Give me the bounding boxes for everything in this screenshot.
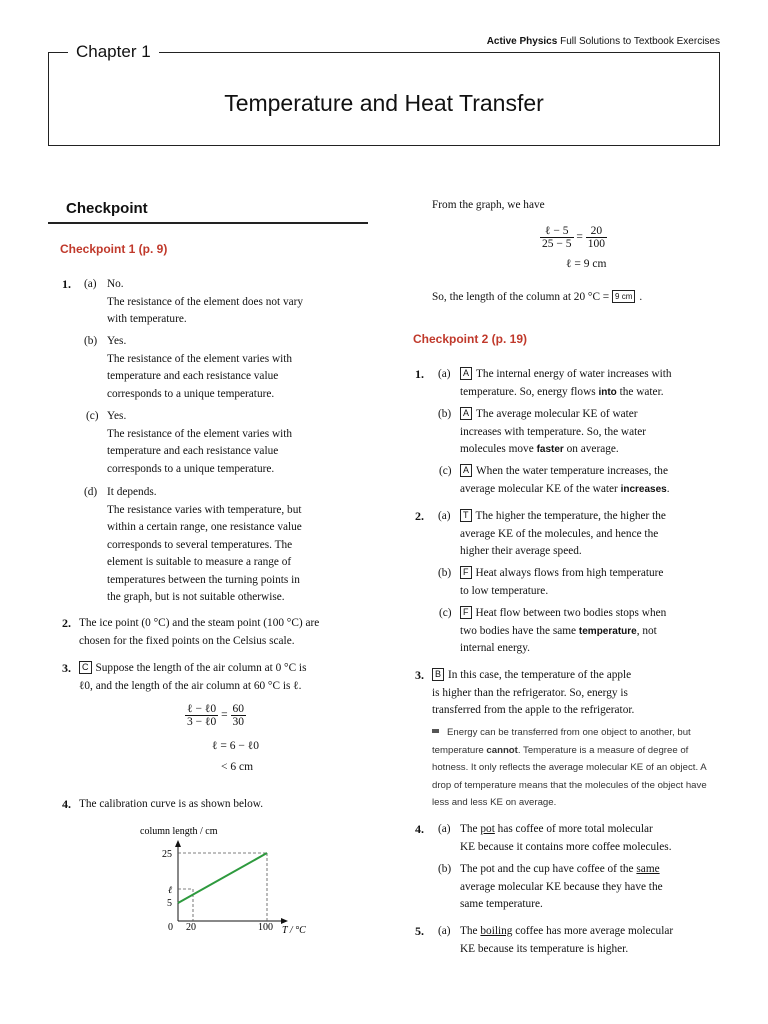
r-q2a-answer: T The higher the temperature, the higher the average KE of the molecules, and hence the higher their average speed.	[460, 510, 666, 557]
x-tick-20: 20	[186, 922, 196, 933]
r-q3-note: Energy can be transferred from one object to another, but temperature cannot. Temperature is a measure of degree of hotness. It only reflects the average molecular KE of an object. A drop of temperature means that the molecules of the object have less and less KE on average.	[432, 727, 707, 808]
answer-box: C	[79, 661, 92, 674]
r-q4a-answer: The pot has coffee of more total molecular KE because it contains more coffee molecules.	[460, 823, 672, 853]
calibration-line	[178, 853, 267, 903]
q1b-label: (b)	[84, 335, 98, 347]
graph-ylabel: column length / cm	[140, 826, 218, 837]
r-equation-1: $\frac{\text{ℓ − 5}}{25 - 5}$ = $\frac{20}{100}$	[542, 225, 605, 250]
answer-box: 9 cm	[612, 290, 635, 303]
r-q4-number: 4.	[415, 822, 424, 836]
r-q1c-answer: A When the water temperature increases, the average molecular KE of the water increases.	[460, 465, 670, 495]
r-q2c-answer: F Heat flow between two bodies stops when two bodies have the same temperature, not internal energy.	[460, 607, 667, 654]
header-subtitle: Full Solutions to Textbook Exercises	[560, 36, 720, 47]
answer-box: F	[460, 566, 472, 579]
q2-number: 2.	[62, 616, 71, 630]
r-q4b-label: (b)	[438, 863, 452, 875]
checkpoint-heading: Checkpoint	[66, 200, 148, 217]
chapter-title: Temperature and Heat Transfer	[224, 90, 544, 116]
y-tick-5: 5	[167, 898, 172, 909]
note-icon	[432, 729, 439, 733]
header-brand: Active Physics	[486, 36, 558, 47]
r-q1c-label: (c)	[439, 465, 452, 477]
x-axis-arrow	[281, 918, 288, 924]
r-q2b-answer: F Heat always flows from high temperature to low temperature.	[460, 567, 664, 597]
q2-answer: The ice point (0 °C) and the steam point (100 °C) are chosen for the fixed points on the Celsius scale.	[79, 617, 320, 647]
q3-answer: C Suppose the length of the air column at 0 °C is ℓ0, and the length of the air column at 60 °C is ℓ.	[79, 662, 307, 692]
q1c-label: (c)	[86, 410, 99, 422]
answer-box: A	[460, 367, 472, 380]
q1c-answer: Yes. The resistance of the element varies with temperature and each resistance value corresponds to a unique temperature.	[107, 410, 293, 475]
r-q5a-answer: The boiling coffee has more average molecular KE because its temperature is higher.	[460, 925, 674, 955]
r-q2c-label: (c)	[439, 607, 452, 619]
r-q5a-label: (a)	[438, 925, 451, 937]
q3-equation-1: $\frac{\text{ℓ − ℓ0}}{\text{3 − ℓ0}}$ = $\frac{60}{30}$	[187, 703, 244, 728]
running-header	[487, 36, 720, 47]
q4-number: 4.	[62, 797, 71, 811]
r-q4a-label: (a)	[438, 823, 451, 835]
x-tick-100: 100	[258, 922, 273, 933]
answer-box: B	[432, 668, 444, 681]
r-q2a-label: (a)	[438, 510, 451, 522]
y-tick-25: 25	[162, 849, 172, 860]
r-equation-2: ℓ = 9 cm	[566, 258, 607, 270]
y-axis-arrow	[175, 840, 181, 847]
column-length-conclusion: So, the length of the column at 20 °C = 9 cm .	[432, 291, 643, 303]
r-q1b-answer: A The average molecular KE of water increases with temperature. So, the water molecules move faster on average.	[460, 408, 647, 455]
q1-number: 1.	[62, 277, 71, 291]
answer-box: T	[460, 509, 472, 522]
q4-text: The calibration curve is as shown below.	[79, 798, 264, 810]
r-q3-answer: B In this case, the temperature of the apple is higher than the refrigerator. So, energy is transferred from the apple to the refrigerator.	[432, 669, 635, 716]
r-q2b-label: (b)	[438, 567, 452, 579]
from-graph-text: From the graph, we have	[432, 199, 545, 211]
q1a-answer: No. The resistance of the element does not vary with temperature.	[107, 278, 304, 325]
heading-divider	[48, 222, 368, 224]
r-q1a-label: (a)	[438, 368, 451, 380]
q3-equation-2: ℓ = 6 − ℓ0	[212, 740, 259, 752]
answer-box: A	[460, 407, 472, 420]
q1d-label: (d)	[84, 486, 98, 498]
answer-box: A	[460, 464, 472, 477]
checkpoint-2-title: Checkpoint 2 (p. 19)	[413, 332, 528, 346]
x-tick-0: 0	[168, 922, 173, 933]
answer-box: F	[460, 606, 472, 619]
r-q1-number: 1.	[415, 367, 424, 381]
graph-xlabel: T / °C	[282, 925, 306, 936]
r-q4b-answer: The pot and the cup have coffee of the same average molecular KE because they have the same temperature.	[460, 863, 663, 910]
q1b-answer: Yes. The resistance of the element varies with temperature and each resistance value corresponds to a unique temperature.	[107, 335, 293, 400]
chapter-label: Chapter 1	[68, 42, 159, 62]
r-q3-number: 3.	[415, 668, 424, 682]
r-q1b-label: (b)	[438, 408, 452, 420]
r-q5-number: 5.	[415, 924, 424, 938]
q3-equation-3: < 6 cm	[221, 761, 254, 773]
checkpoint-1-title: Checkpoint 1 (p. 9)	[60, 242, 168, 256]
r-q2-number: 2.	[415, 509, 424, 523]
q3-number: 3.	[62, 661, 71, 675]
calibration-graph	[130, 820, 330, 940]
r-q1a-answer: A The internal energy of water increases with temperature. So, energy flows into the water.	[460, 368, 672, 398]
y-tick-l: ℓ	[168, 885, 173, 896]
q1a-label: (a)	[84, 278, 97, 290]
q1d-answer: It depends. The resistance varies with temperature, but within a certain range, one resistance value corresponds to several temperatures. The element is suitable to measure a range of temperatures between the turning points in the graph, but is not suitable otherwise.	[107, 486, 302, 603]
